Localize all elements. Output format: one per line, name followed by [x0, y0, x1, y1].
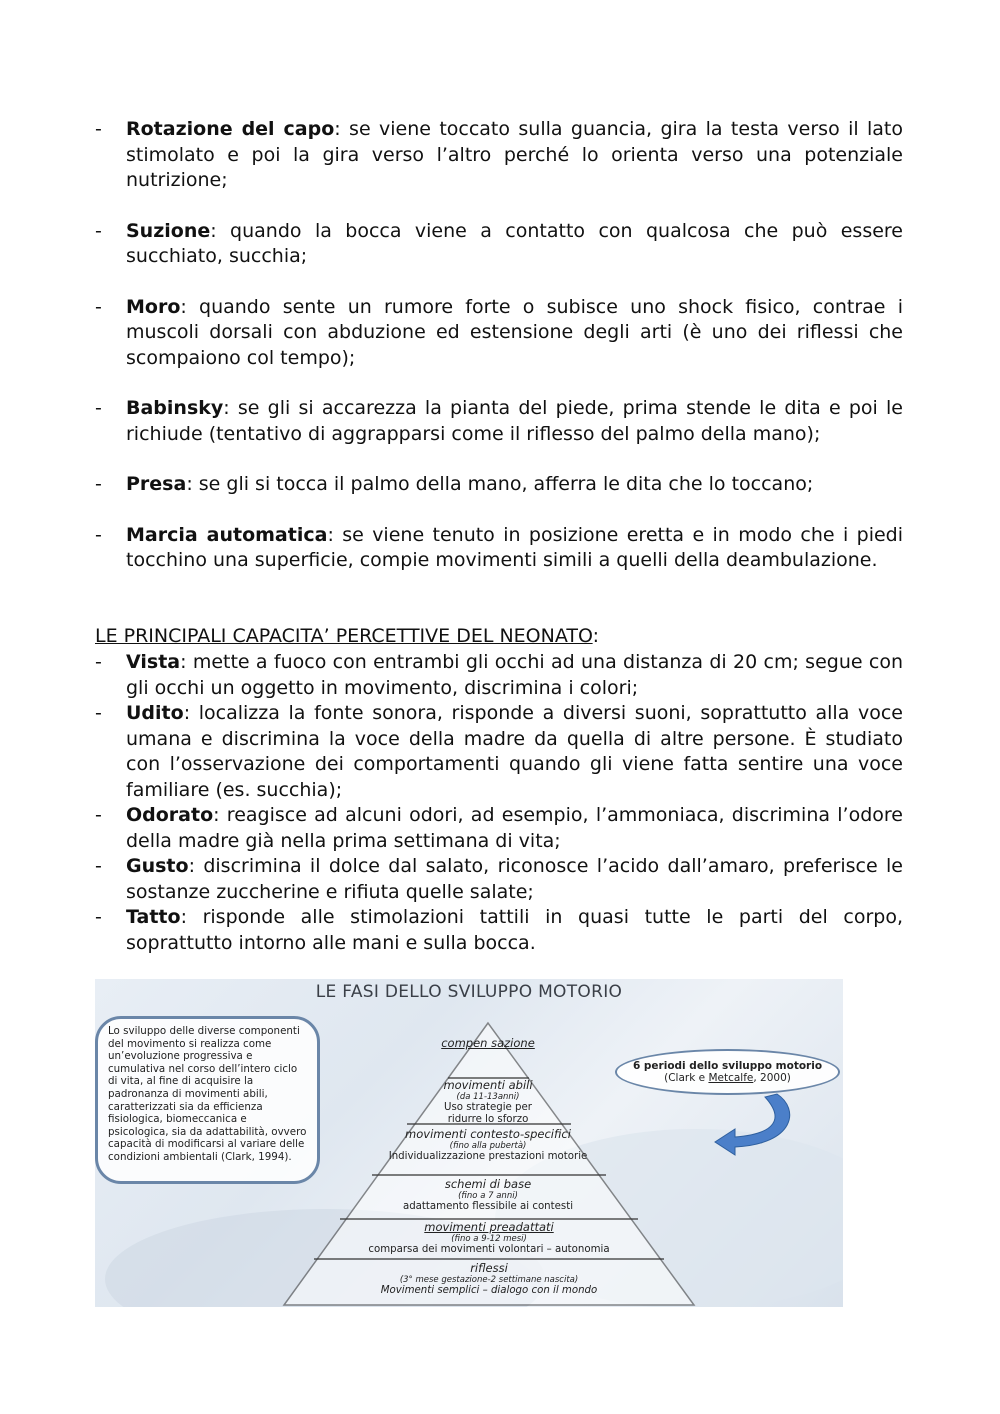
item-term: Gusto [126, 855, 189, 877]
item-text: : risponde alle stimolazioni tattili in quasi tutte le parti del corpo, soprattutto intorno alle mani e sulla bocca. [126, 906, 903, 954]
bullet-dash: - [95, 906, 102, 928]
section-heading-text: LE PRINCIPALI CAPACITA’ PERCETTIVE DEL NEONATO [95, 625, 593, 647]
bullet-dash: - [95, 295, 102, 318]
list-item [95, 905, 903, 956]
list-item [95, 650, 903, 701]
item-text: : localizza la fonte sonora, risponde a diversi suoni, soprattutto alla voce umana e discrimina la voce della madre da quella di altre persone. È studiato con l’osservazione dei comportamenti quando gli viene fatta sentire una voce familiare (es. succhia); [126, 702, 903, 801]
level-title: riflessi [470, 1261, 508, 1275]
bullet-dash: - [95, 473, 102, 495]
item-text: : reagisce ad alcuni odori, ad esempio, l’ammoniaca, discrimina l’odore della madre già nella prima settimana di vita; [126, 804, 903, 852]
level-age: (fino alla pubertà) [449, 1141, 527, 1151]
item-term: Vista [126, 651, 181, 673]
level-title: movimenti contesto-specifici [405, 1127, 571, 1141]
list-item [95, 295, 903, 372]
bullet-dash: - [95, 651, 102, 673]
pyramid-level-preadattati [339, 1221, 639, 1256]
level-desc: Individualizzazione prestazioni motorie [388, 1151, 588, 1162]
periods-citation: (Clark e Metcalfe, 2000) [664, 1072, 791, 1084]
level-title: schemi di base [444, 1177, 532, 1191]
list-item [95, 523, 903, 574]
level-age: (da 11-13anni) [456, 1092, 520, 1102]
pyramid-level-riflessi [314, 1262, 664, 1297]
level-title: movimenti preadattati [424, 1220, 554, 1234]
item-text: : se gli si accarezza la pianta del piede, prima stende le dita e poi le richiude (tentativo di aggrapparsi come il riflesso del palmo della mano); [126, 397, 903, 445]
level-desc: Uso strategie per ridurre lo sforzo [444, 1102, 532, 1125]
perception-list [95, 650, 903, 956]
item-text: : discrimina il dolce dal salato, riconosce l’acido dall’amaro, preferisce le sostanze zuccherine e rifiuta quelle salate; [126, 855, 903, 903]
periods-label: 6 periodi dello sviluppo motorio [632, 1060, 823, 1072]
item-term: Odorato [126, 804, 214, 826]
item-text: : se gli si tocca il palmo della mano, afferra le dita che lo toccano; [186, 473, 814, 495]
list-item [95, 396, 903, 447]
item-text: : quando la bocca viene a contatto con qualcosa che può essere succhiato, succhia; [126, 219, 903, 267]
level-desc: Movimenti semplici – dialogo con il mondo [380, 1285, 598, 1296]
level-desc: adattamento flessibile ai contesti [402, 1201, 574, 1212]
item-text: : se viene toccato sulla guancia, gira la testa verso il lato stimolato e poi la gira verso l’altro perché lo orienta verso una potenziale nutrizione; [126, 118, 903, 191]
item-term: Udito [126, 702, 184, 724]
list-item [95, 117, 903, 194]
item-text: : mette a fuoco con entrambi gli occhi ad una distanza di 20 cm; segue con gli occhi un oggetto in movimento, discrimina i colori; [126, 651, 903, 699]
periods-oval [615, 1049, 840, 1095]
list-item [95, 219, 903, 270]
pyramid-level-abili [415, 1079, 561, 1125]
item-term: Moro [126, 295, 181, 318]
item-term: Presa [126, 473, 187, 495]
section-heading-colon: : [592, 625, 600, 647]
motor-development-figure [95, 979, 843, 1307]
bullet-dash: - [95, 397, 102, 419]
item-text: : se viene tenuto in posizione eretta e in modo che i piedi tocchino una superficie, compie movimenti simili a quelli della deambulazione. [126, 523, 903, 571]
item-term: Suzione [126, 219, 211, 242]
pyramid-level-contesto [373, 1128, 603, 1163]
list-item [95, 803, 903, 854]
level-desc: comparsa dei movimenti volontari – autonomia [368, 1244, 610, 1255]
item-text: : quando sente un rumore forte o subisce uno shock fisico, contrae i muscoli dorsali con abduzione ed estensione degli arti (è uno dei riflessi che scompaiono col tempo); [126, 295, 903, 369]
level-age: (3° mese gestazione-2 settimane nascita) [399, 1275, 579, 1285]
level-age: (fino a 9-12 mesi) [451, 1234, 527, 1244]
pyramid-level-schemi [373, 1178, 603, 1213]
bullet-dash: - [95, 702, 102, 724]
item-term: Babinsky [126, 397, 224, 419]
reflex-list [95, 117, 903, 599]
figure-title: LE FASI DELLO SVILUPPO MOTORIO [315, 982, 623, 1002]
list-item [95, 854, 903, 905]
level-title: compen sazione [441, 1036, 535, 1050]
item-term: Tatto [126, 906, 181, 928]
section-heading [95, 624, 599, 650]
level-title: movimenti abili [443, 1078, 533, 1092]
bullet-dash: - [95, 219, 102, 242]
bullet-dash: - [95, 804, 102, 826]
item-term: Rotazione del capo [126, 118, 335, 140]
list-item [95, 701, 903, 803]
description-box: Lo sviluppo delle diverse componenti del movimento si realizza come un’evoluzione progressiva e cumulativa nel corso dell’intero ciclo di vita, al fine di acquisire la padronanza di movimenti abili, caratterizzati sia da efficienza fisiologica, biomeccanica e psicologica, sia da adattabilità, ovvero capacità di modificarsi al variare delle condizioni ambientali (Clark, 1994). [95, 1016, 320, 1184]
bullet-dash: - [95, 855, 102, 877]
bullet-dash: - [95, 523, 102, 546]
level-age: (fino a 7 anni) [458, 1191, 518, 1201]
item-term: Marcia automatica [126, 523, 328, 546]
bullet-dash: - [95, 118, 102, 140]
list-item [95, 472, 903, 498]
pyramid-level-compensazione [438, 1037, 538, 1050]
